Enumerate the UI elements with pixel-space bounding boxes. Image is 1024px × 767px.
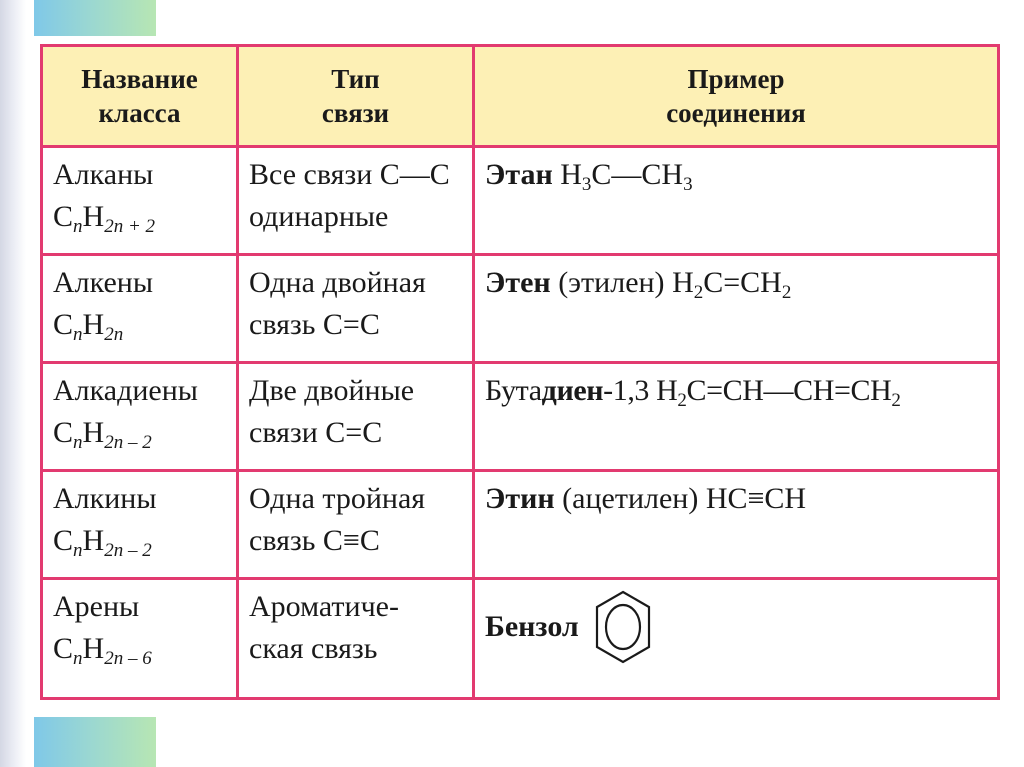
general-formula: $C_nH_{2n - 2}$ — [53, 415, 152, 453]
decorative-bar-bottom — [34, 717, 156, 767]
header-bond-type: Тип связи — [238, 46, 474, 147]
example-cell — [474, 362, 999, 470]
table-header-row — [42, 46, 999, 147]
class-name: Алканы — [53, 158, 154, 191]
class-cell — [42, 578, 238, 698]
table-row — [42, 254, 999, 362]
example-cell — [474, 470, 999, 578]
bond-type-cell: Две двойные связи C=C — [238, 362, 474, 470]
class-name: Арены — [53, 589, 140, 623]
hydrocarbon-classes-table — [40, 44, 1000, 700]
example-alt-name: (этилен) — [558, 265, 665, 299]
general-formula: $C_nH_{2n - 2}$ — [53, 523, 152, 561]
example-name: Этин — [485, 481, 555, 515]
class-cell — [42, 362, 238, 470]
general-formula: $C_nH_{2n}$ — [53, 307, 124, 345]
example-cell — [474, 147, 999, 255]
bond-type-cell: Одна двойная связь C=C — [238, 254, 474, 362]
left-edge-shadow — [0, 0, 26, 767]
general-formula: $C_nH_{2n - 6}$ — [53, 631, 152, 669]
example-formula: HC≡CH — [705, 481, 807, 515]
header-class-name: Название класса — [42, 46, 238, 147]
header-example: Пример соединения — [474, 46, 999, 147]
example-formula: $H_2C=CH—CH=CH_2$ — [656, 373, 901, 411]
decorative-bar-top — [34, 0, 156, 36]
example-name: Этан — [485, 158, 553, 191]
bond-type-cell: Ароматиче- ская связь — [238, 578, 474, 698]
benzene-ring-icon — [593, 588, 653, 668]
class-name: Алкадиены — [53, 373, 198, 407]
bond-type-cell: Все связи C—C одинарные — [238, 147, 474, 255]
class-name: Алкины — [53, 481, 157, 515]
table-row — [42, 470, 999, 578]
example-cell — [474, 578, 999, 698]
example-name: Этен — [485, 265, 551, 299]
table-row — [42, 578, 999, 698]
example-cell — [474, 254, 999, 362]
table-row — [42, 147, 999, 255]
general-formula: $C_nH_{2n + 2}$ — [53, 200, 156, 237]
example-name: Бензол — [485, 609, 579, 643]
example-formula: $H_2C=CH_2$ — [672, 265, 792, 303]
class-cell — [42, 254, 238, 362]
class-cell — [42, 470, 238, 578]
example-formula: $H_3C—CH_3$ — [560, 158, 693, 195]
example-name: Бутадиен-1,3 — [485, 373, 650, 407]
class-cell — [42, 147, 238, 255]
class-name: Алкены — [53, 265, 153, 299]
table-row — [42, 362, 999, 470]
bond-type-cell: Одна тройная связь C≡C — [238, 470, 474, 578]
example-alt-name: (ацетилен) — [562, 481, 699, 515]
